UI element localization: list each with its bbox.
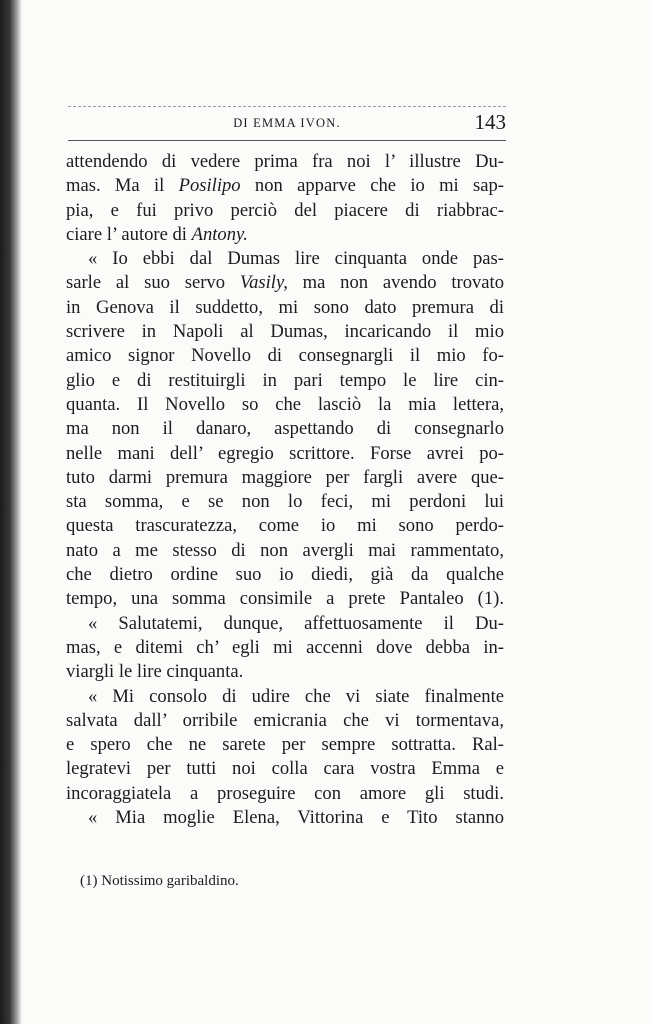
page-number: 143 xyxy=(474,110,506,134)
text-segment: che dietro ordine suo io diedi, già da qualche xyxy=(66,564,504,586)
text-segment: sta somma, e se non lo feci, mi perdoni lui xyxy=(66,491,504,513)
text-segment: viargli le lire cinquanta. xyxy=(66,661,244,683)
running-head: DI EMMA IVON. xyxy=(233,116,341,130)
text-line xyxy=(66,150,504,174)
text-line xyxy=(66,514,504,538)
text-segment: « Salutatemi, dunque, affettuosamente il Du- xyxy=(88,612,504,634)
text-line xyxy=(66,369,504,393)
text-segment: « Mi consolo di udire che vi siate finalmente xyxy=(88,685,504,707)
text-segment: e spero che ne sarete per sempre sottratta. Ral- xyxy=(66,734,504,756)
text-line xyxy=(66,757,504,781)
text-line xyxy=(66,490,504,514)
text-segment: mas. Ma il xyxy=(66,175,179,197)
text-segment: tuto darmi premura maggiore per fargli avere que- xyxy=(66,466,504,488)
text-segment: attendendo di vedere prima fra noi l’ illustre Du- xyxy=(66,151,504,172)
text-line xyxy=(66,271,504,295)
footnote: (1) Notissimo garibaldino. xyxy=(80,873,239,889)
text-segment: ma non avendo trovato xyxy=(287,272,505,294)
text-segment: Antony. xyxy=(191,223,248,245)
text-segment: nelle mani dell’ egregio scrittore. Forse avrei po- xyxy=(66,442,504,464)
text-line xyxy=(66,685,504,709)
text-segment: Vasily, xyxy=(239,272,288,294)
text-segment: questa trascuratezza, come io mi sono perdo- xyxy=(66,515,504,537)
text-segment: incoraggiatela a proseguire con amore gli studi. xyxy=(66,782,504,804)
text-line xyxy=(66,466,504,490)
text-line xyxy=(66,587,504,611)
text-segment: tempo, una somma consimile a prete Pantaleo (1). xyxy=(66,588,504,610)
text-segment: in Genova il suddetto, mi sono dato premura di xyxy=(66,296,504,318)
text-line xyxy=(66,612,504,636)
text-segment: glio e di restituirgli in pari tempo le lire cin- xyxy=(66,369,504,391)
text-segment: « Io ebbi dal Dumas lire cinquanta onde pas- xyxy=(88,248,504,270)
text-line xyxy=(66,199,504,223)
text-line xyxy=(66,344,504,368)
text-line xyxy=(66,709,504,733)
text-line xyxy=(66,660,504,684)
page-header xyxy=(68,100,506,140)
text-segment: Posilipo xyxy=(178,175,241,197)
text-line xyxy=(66,733,504,757)
text-line xyxy=(66,539,504,563)
text-segment: legratevi per tutti noi colla cara vostra Emma e xyxy=(66,758,504,780)
text-line xyxy=(66,636,504,660)
text-segment: scrivere in Napoli al Dumas, incaricando il mio xyxy=(66,321,504,343)
text-line xyxy=(66,247,504,271)
text-segment: quanta. Il Novello so che lasciò la mia lettera, xyxy=(66,393,504,415)
text-segment: amico signor Novello di consegnargli il mio fo- xyxy=(66,345,504,367)
text-line xyxy=(66,806,504,830)
body-text xyxy=(66,150,504,830)
text-line xyxy=(66,223,504,247)
text-line xyxy=(66,320,504,344)
text-segment: ma non il danaro, aspettando di consegnarlo xyxy=(66,418,504,440)
header-rule-top xyxy=(68,106,506,107)
text-segment: mas, e ditemi ch’ egli mi accenni dove debba in- xyxy=(66,636,504,658)
text-line xyxy=(66,563,504,587)
text-line xyxy=(66,393,504,417)
text-line xyxy=(66,417,504,441)
text-segment: « Mia moglie Elena, Vittorina e Tito stanno xyxy=(88,807,504,829)
text-line xyxy=(66,174,504,198)
text-segment: ciare l’ autore di xyxy=(66,223,192,245)
text-segment: pia, e fui privo perciò del piacere di riabbrac- xyxy=(66,199,504,221)
header-rule-bottom xyxy=(68,140,506,141)
text-segment: sarle al suo servo xyxy=(66,272,240,294)
text-segment: nato a me stesso di non avergli mai rammentato, xyxy=(66,539,504,561)
text-segment: salvata dall’ orribile emicrania che vi tormentava, xyxy=(66,709,504,731)
text-line xyxy=(66,296,504,320)
text-line xyxy=(66,782,504,806)
text-line xyxy=(66,442,504,466)
text-segment: non apparve che io mi sap- xyxy=(240,175,504,197)
